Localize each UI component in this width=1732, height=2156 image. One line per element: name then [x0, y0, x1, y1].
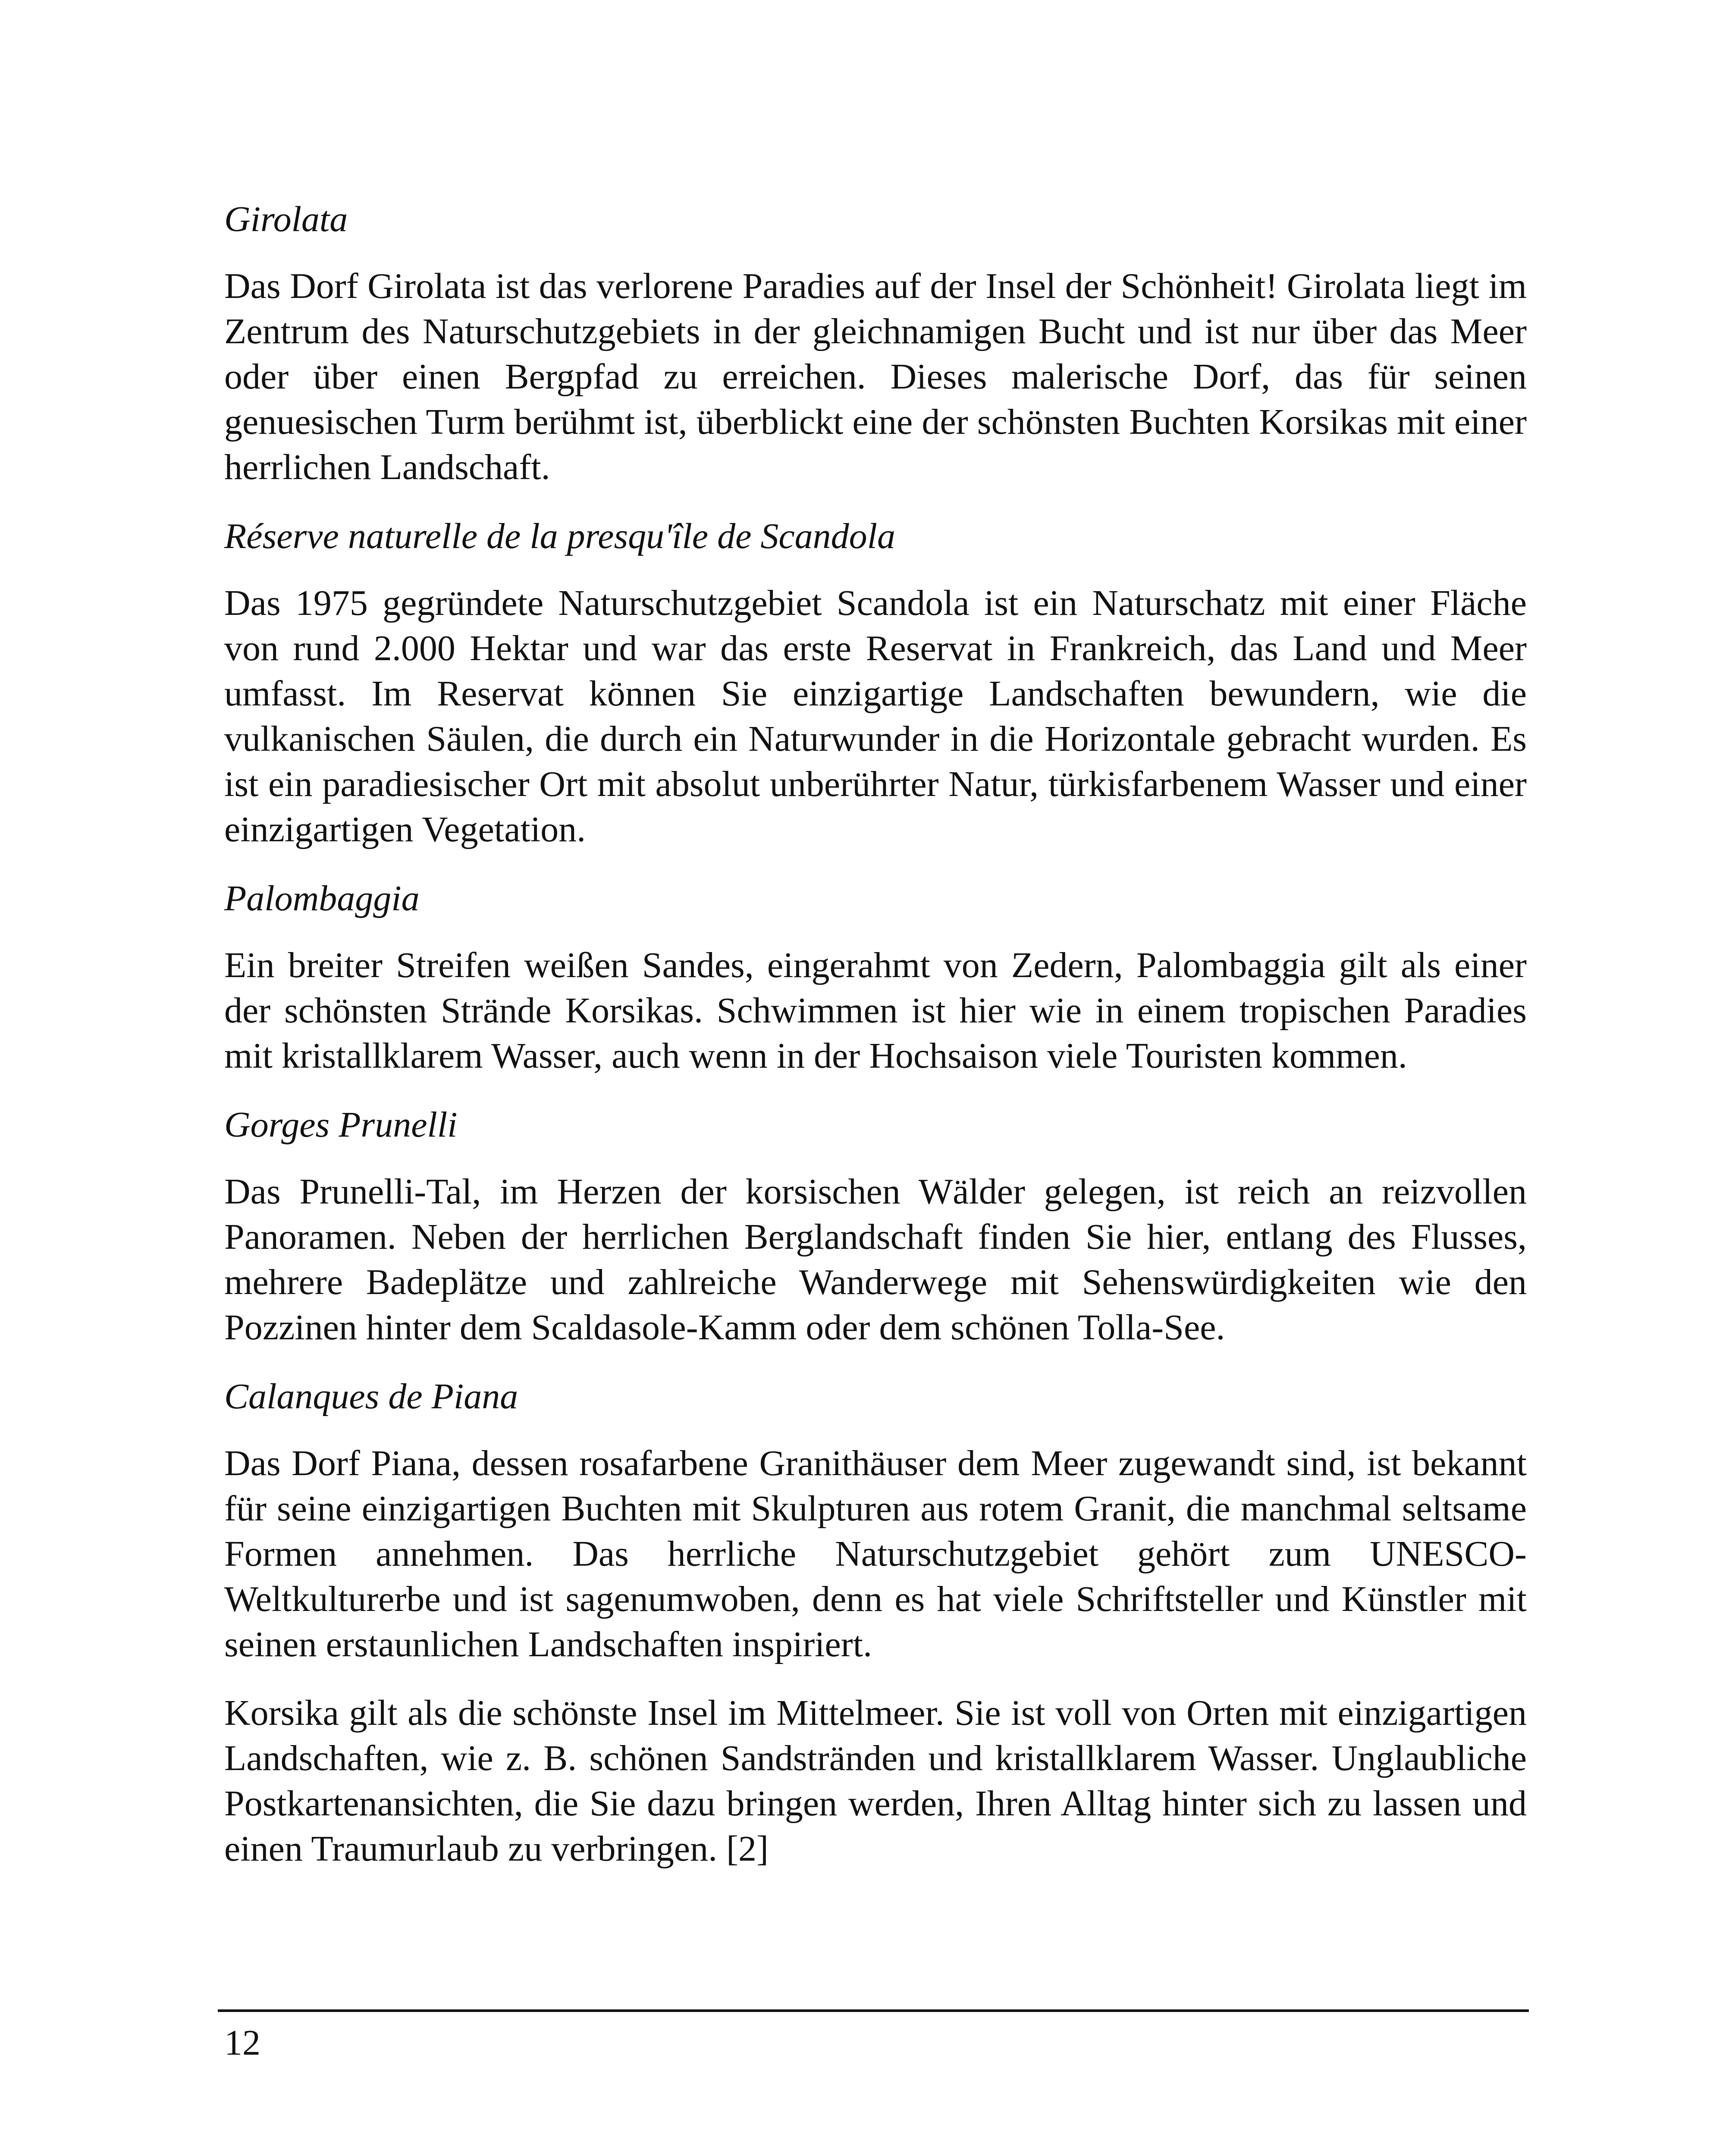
section-heading: Gorges Prunelli	[224, 1105, 458, 1145]
section-scandola	[224, 513, 1527, 852]
section-heading: Girolata	[224, 199, 348, 239]
section-paragraph: Das Dorf Piana, dessen rosafarbene Granithäuser dem Meer zugewandt sind, ist bekannt für seine einzigartigen Buchten mit Skulpturen aus rotem Granit, die manchmal seltsame Formen annehmen. Das herrliche Naturschutzgebiet gehört zum UNESCO-Weltkulturerbe und ist sagenumwoben, denn es hat viele Schriftsteller und Künstler mit seinen erstaunlichen Landschaften inspiriert.	[224, 1443, 1527, 1664]
section-paragraph: Das Dorf Girolata ist das verlorene Paradies auf der Insel der Schönheit! Girolata liegt im Zentrum des Naturschutzgebiets in der gleichnamigen Bucht und ist nur über das Meer oder über einen Bergpfad zu erreichen. Dieses malerische Dorf, das für seinen genuesischen Turm berühmt ist, überblickt eine der schönsten Buchten Korsikas mit einer herrlichen Landschaft.	[224, 266, 1527, 487]
page-number: 12	[224, 2023, 260, 2063]
section-paragraph: Das Prunelli-Tal, im Herzen der korsischen Wälder gelegen, ist reich an reizvollen Panoramen. Neben der herrlichen Berglandschaft finden Sie hier, entlang des Flusses, mehrere Badeplätze und zahlreiche Wanderwege mit Sehenswürdigkeiten wie den Pozzinen hinter dem Scaldasole-Kamm oder dem schönen Tolla-See.	[224, 1172, 1527, 1348]
section-heading: Calanques de Piana	[224, 1376, 518, 1416]
section-heading: Réserve naturelle de la presqu'île de Scandola	[224, 516, 895, 556]
section-palombaggia	[224, 875, 1527, 1078]
closing-paragraph: Korsika gilt als die schönste Insel im Mittelmeer. Sie ist voll von Orten mit einzigartigen Landschaften, wie z. B. schönen Sandstränden und kristallklarem Wasser. Unglaubliche Postkartenansichten, die Sie dazu bringen werden, Ihren Alltag hinter sich zu lassen und einen Traumurlaub zu verbringen. [2]	[224, 1693, 1527, 1869]
section-paragraph: Ein breiter Streifen weißen Sandes, eingerahmt von Zedern, Palombaggia gilt als einer der schönsten Strände Korsikas. Schwimmen ist hier wie in einem tropischen Paradies mit kristallklarem Wasser, auch wenn in der Hochsaison viele Touristen kommen.	[224, 945, 1527, 1076]
section-paragraph: Das 1975 gegründete Naturschutzgebiet Scandola ist ein Naturschatz mit einer Fläche von rund 2.000 Hektar und war das erste Reservat in Frankreich, das Land und Meer umfasst. Im Reservat können Sie einzigartige Landschaften bewundern, wie die vulkanischen Säulen, die durch ein Naturwunder in die Horizontale gebracht wurden. Es ist ein paradiesischer Ort mit absolut unberührter Natur, türkisfarbenem Wasser und einer einzigartigen Vegetation.	[224, 583, 1527, 849]
section-heading: Palombaggia	[224, 878, 420, 918]
section-gorges-prunelli	[224, 1102, 1527, 1350]
page-content	[224, 196, 1527, 1895]
section-calanques-de-piana	[224, 1373, 1527, 1667]
section-girolata	[224, 196, 1527, 490]
footer-divider	[218, 2009, 1529, 2012]
